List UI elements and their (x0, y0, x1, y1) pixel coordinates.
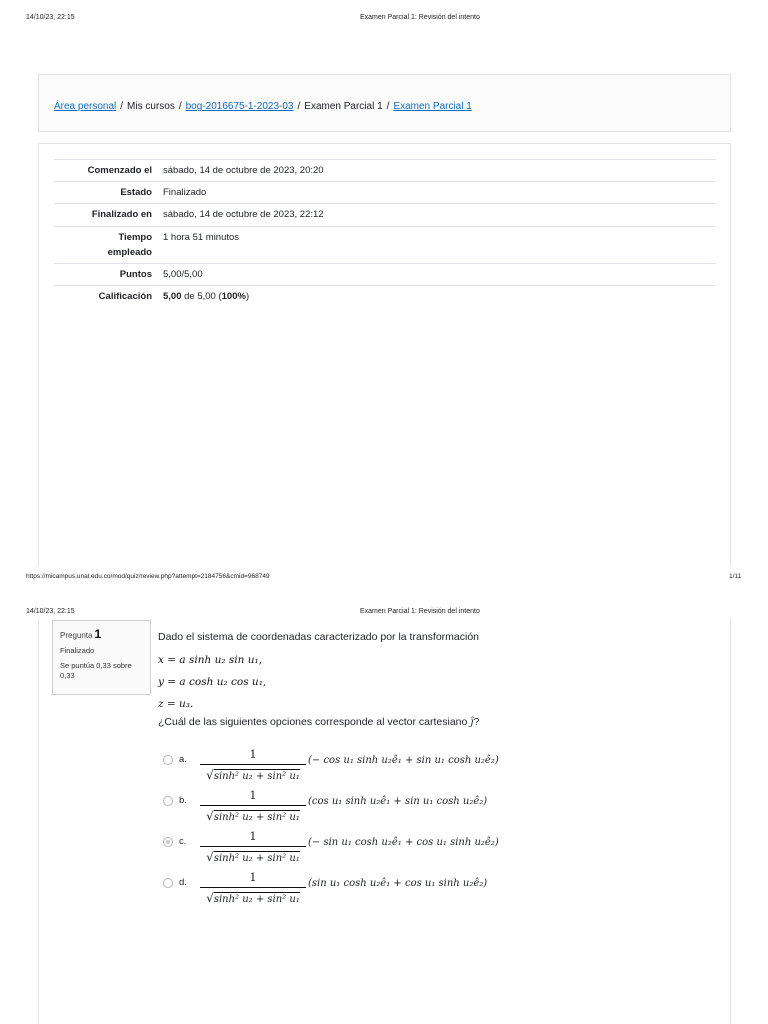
breadcrumb-separator: / (297, 101, 301, 112)
fraction-denominator (200, 850, 306, 864)
print-datetime: 14/10/23, 22:15 (26, 608, 75, 615)
fraction-numerator: 1 (249, 748, 257, 761)
print-footer-page: 1/11 (729, 573, 742, 580)
summary-label: Comenzado el (87, 165, 152, 176)
option-expression: (cos u₁ sinh u₂ê₁ + sin u₁ cosh u₂ê₂) (308, 796, 488, 807)
summary-label: Calificación (98, 291, 152, 303)
denominator-text: sinh² u₂ + sin² u₁ (213, 771, 300, 782)
summary-value: sábado, 14 de octubre de 2023, 20:20 (163, 165, 324, 176)
summary-row-finished (54, 204, 716, 226)
equation-y: y = a cosh u₂ cos u₁, (158, 676, 267, 688)
fraction-numerator: 1 (249, 871, 257, 884)
option-a-radio[interactable] (163, 755, 173, 765)
breadcrumb-courses: Mis cursos (127, 101, 175, 112)
question-number-value: 1 (94, 627, 102, 641)
print-footer-url: https://micampus.unal.edu.co/mod/quiz/review.php?attempt=2184756&cmid=968749 (26, 573, 270, 580)
sqrt-symbol: √ (206, 850, 214, 864)
summary-label: Tiempo empleado (107, 231, 152, 258)
fraction-denominator (200, 768, 306, 782)
fraction-bar (200, 846, 306, 847)
option-fraction (200, 789, 306, 823)
option-letter: b. (179, 795, 187, 806)
question-prompt (158, 716, 479, 728)
summary-label: Estado (120, 187, 152, 199)
breadcrumb-home-link[interactable]: Área personal (54, 101, 117, 112)
option-fraction (200, 748, 306, 782)
answer-option-b[interactable] (163, 789, 543, 829)
sqrt-symbol: √ (206, 768, 214, 782)
fraction-bar (200, 887, 306, 888)
denominator-text: sinh² u₂ + sin² u₁ (213, 853, 300, 864)
fraction-denominator (200, 809, 306, 823)
question-prompt-symbol: ĵ (470, 716, 474, 728)
option-b-radio[interactable] (163, 796, 173, 806)
option-expression: (− sin u₁ cosh u₂ê₁ + cos u₁ sinh u₂ê₂) (308, 837, 499, 848)
equation-z: z = u₃. (158, 698, 194, 710)
option-d-radio[interactable] (163, 878, 173, 888)
summary-row-time-taken (54, 226, 716, 263)
option-letter: c. (179, 836, 187, 847)
summary-grade-value (157, 286, 716, 308)
summary-label: Finalizado en (91, 209, 152, 221)
fraction-numerator: 1 (249, 789, 257, 802)
grade-score: 5,00 (163, 291, 182, 303)
fraction-bar (200, 805, 306, 806)
breadcrumb-separator: / (386, 101, 390, 112)
option-fraction (200, 871, 306, 905)
question-intro: Dado el sistema de coordenadas caracterizado por la transformación (158, 631, 480, 643)
answer-option-a[interactable] (163, 748, 543, 788)
option-expression: (sin u₁ cosh u₂ê₁ + cos u₁ sinh u₂ê₂) (308, 878, 488, 889)
summary-row-state (54, 182, 716, 204)
question-prompt-end: ? (473, 716, 480, 728)
summary-row-points (54, 263, 716, 285)
question-label: Pregunta (60, 631, 93, 640)
answer-option-c[interactable] (163, 830, 543, 870)
breadcrumb-course-link[interactable]: bog-2016675-1-2023-03 (185, 101, 294, 112)
option-letter: a. (179, 754, 187, 765)
equation-x: x = a sinh u₂ sin u₁, (158, 654, 263, 666)
breadcrumb (54, 101, 472, 112)
summary-row-started (54, 160, 716, 182)
breadcrumb-quiz-link[interactable]: Examen Parcial 1 (393, 101, 472, 112)
fraction-numerator: 1 (249, 830, 257, 843)
summary-value: Finalizado (163, 187, 207, 199)
sqrt-symbol: √ (206, 891, 214, 905)
denominator-text: sinh² u₂ + sin² u₁ (213, 812, 300, 823)
print-title: Examen Parcial 1: Revisión del intento (360, 608, 480, 615)
option-c-radio[interactable] (163, 837, 173, 847)
summary-label: Puntos (119, 268, 152, 280)
summary-value: 5,00/5,00 (163, 268, 203, 280)
breadcrumb-separator: / (178, 101, 182, 112)
grade-of: de 5,00 ( (181, 291, 222, 303)
summary-value: sábado, 14 de octubre de 2023, 22:12 (163, 209, 324, 221)
answer-option-d[interactable] (163, 871, 543, 911)
print-datetime: 14/10/23, 22:15 (26, 14, 75, 21)
question-number (60, 627, 143, 641)
summary-value: 1 hora 51 minutos (163, 231, 240, 243)
attempt-summary-table (54, 159, 716, 307)
attempt-summary-card (38, 143, 731, 566)
option-expression: (− cos u₁ sinh u₂ê₁ + sin u₁ cosh u₂ê₂) (308, 755, 499, 766)
option-letter: d. (179, 877, 187, 888)
print-title: Examen Parcial 1: Revisión del intento (360, 14, 480, 21)
question-info-box (52, 620, 151, 695)
denominator-text: sinh² u₂ + sin² u₁ (213, 894, 300, 905)
breadcrumb-card (38, 74, 731, 132)
question-score: Se puntúa 0,33 sobre 0,33 (60, 661, 132, 681)
fraction-denominator (200, 891, 306, 905)
sqrt-symbol: √ (206, 809, 214, 823)
question-state: Finalizado (60, 646, 95, 655)
summary-row-grade (54, 286, 716, 308)
option-fraction (200, 830, 306, 864)
breadcrumb-section: Examen Parcial 1 (304, 101, 383, 112)
grade-close: ) (245, 291, 250, 303)
breadcrumb-separator: / (120, 101, 124, 112)
grade-percent: 100% (221, 291, 246, 303)
fraction-bar (200, 764, 306, 765)
question-prompt-text: ¿Cuál de las siguientes opciones corresponde al vector cartesiano (158, 716, 468, 728)
